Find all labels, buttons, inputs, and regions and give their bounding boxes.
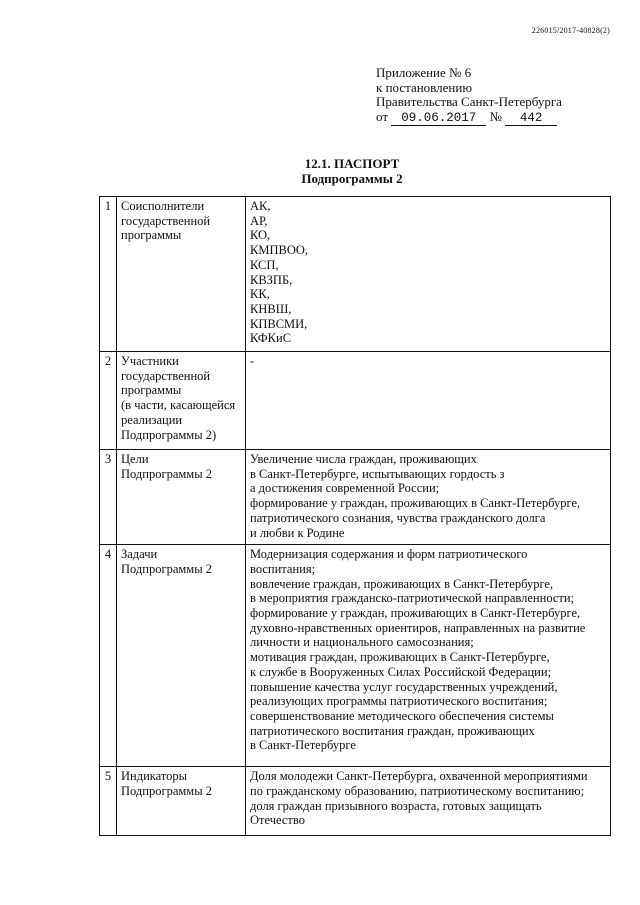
row-content-line: реализующих программы патриотического воспитания; (250, 694, 548, 709)
row-label-line: Подпрограммы 2 (121, 783, 212, 798)
row-content-line: патриотического воспитания граждан, проживающих (250, 723, 535, 738)
decree-date: 09.06.2017 (391, 112, 486, 126)
row-label-line: Участники (121, 354, 179, 368)
row-content-line: Отечество (250, 813, 305, 828)
row-content-line: и любви к Родине (250, 525, 345, 540)
row-label-cell (117, 545, 246, 767)
appendix-date-line (376, 110, 562, 126)
appendix-line-3: Правительства Санкт-Петербурга (376, 94, 562, 110)
row-content-line: АК, (250, 199, 271, 213)
row-content-line: КФКиС (250, 331, 292, 346)
number-prefix: № (489, 108, 502, 124)
row-content-line: воспитания; (250, 561, 316, 576)
row-content-line: КМПВОО, (250, 243, 308, 258)
row-label-line: Подпрограммы 2 (121, 561, 212, 576)
row-content-line: по гражданскому образованию, патриотическому воспитанию; (250, 783, 585, 798)
passport-table (99, 196, 611, 836)
row-content-line: повышение качества услуг государственных учреждений, (250, 679, 558, 694)
row-label-line: Индикаторы (121, 769, 188, 784)
table-row (100, 197, 611, 352)
row-number: 1 (100, 197, 117, 352)
row-content-line: КПВСМИ, (250, 316, 308, 331)
row-number: 4 (100, 545, 117, 767)
row-label-line: Подпрограммы 2 (121, 466, 212, 481)
passport-subtitle: Подпрограммы 2 (301, 171, 403, 186)
row-content-line: КК, (250, 287, 270, 302)
row-label-cell (117, 450, 246, 545)
row-content-line: вовлечение граждан, проживающих в Санкт-Петербурге, (250, 576, 554, 591)
table-row (100, 352, 611, 450)
row-content-line: мотивация граждан, проживающих в Санкт-Петербурге, (250, 650, 550, 665)
table-row (100, 450, 611, 545)
row-label-line: Задачи (121, 547, 158, 562)
row-label-line: Соисполнители (121, 199, 205, 213)
row-label-line: (в части, касающейся (121, 398, 236, 413)
row-content-line: Увеличение числа граждан, проживающих (250, 452, 477, 466)
appendix-line-2: к постановлению (376, 79, 473, 95)
row-content-line: формирование у граждан, проживающих в Санкт-Петербурге, (250, 606, 581, 621)
table-row (100, 545, 611, 767)
row-content-line: к службе в Вооруженных Силах Российской Федерации; (250, 664, 552, 679)
row-content-line: а достижения современной России; (250, 481, 440, 496)
row-label-line: Подпрограммы 2) (121, 427, 217, 442)
row-label-cell (117, 767, 246, 836)
row-label-line: государственной (121, 368, 211, 383)
date-prefix: от (376, 108, 389, 124)
row-content-line: формирование у граждан, проживающих в Санкт-Петербурге, (250, 496, 581, 511)
row-content-cell (246, 767, 611, 836)
row-label-line: государственной (121, 213, 211, 228)
row-content-line: в Санкт-Петербурге (250, 738, 356, 753)
row-label-line: программы (121, 228, 182, 243)
row-content-cell (246, 450, 611, 545)
document-id: 226015/2017-40828(2) (531, 26, 610, 35)
row-content-line: доля граждан призывного возраста, готовых защищать (250, 798, 542, 813)
row-content-line: патриотического сознания, чувства гражданского долга (250, 510, 546, 525)
row-content-cell (246, 352, 611, 450)
row-content-line: Модернизация содержания и форм патриотического (250, 547, 528, 562)
decree-number: 442 (505, 112, 557, 126)
row-content-cell (246, 545, 611, 767)
row-content-line: в Санкт-Петербурге, испытывающих гордость з (250, 466, 505, 481)
passport-title: 12.1. ПАСПОРТ (304, 156, 400, 171)
row-content-line: личности и национального самосознания; (250, 635, 474, 650)
row-number: 3 (100, 450, 117, 545)
row-content-line: Доля молодежи Санкт-Петербурга, охваченной мероприятиями (250, 769, 588, 784)
row-content-line: КВЗПБ, (250, 272, 293, 287)
row-label-line: программы (121, 383, 182, 398)
row-label-line: Цели (121, 452, 149, 466)
row-number: 5 (100, 767, 117, 836)
row-content-cell (246, 197, 611, 352)
appendix-header (376, 66, 562, 126)
row-number: 2 (100, 352, 117, 450)
row-label-line: реализации (121, 412, 183, 427)
row-content-line: КСП, (250, 257, 279, 272)
row-content-line: - (250, 354, 255, 368)
row-content-line: в мероприятия гражданско-патриотической направленности; (250, 591, 575, 606)
passport-title-block (0, 156, 640, 186)
row-label-cell (117, 352, 246, 450)
row-content-line: совершенствование методического обеспечения системы (250, 708, 554, 723)
table-row (100, 767, 611, 836)
row-label-cell (117, 197, 246, 352)
row-content-line: КНВШ, (250, 301, 292, 316)
row-content-line: духовно-нравственных ориентиров, направленных на развитие (250, 620, 586, 635)
row-content-line: АР, (250, 213, 268, 228)
appendix-line-1: Приложение № 6 (376, 65, 472, 80)
row-content-line: КО, (250, 228, 271, 243)
